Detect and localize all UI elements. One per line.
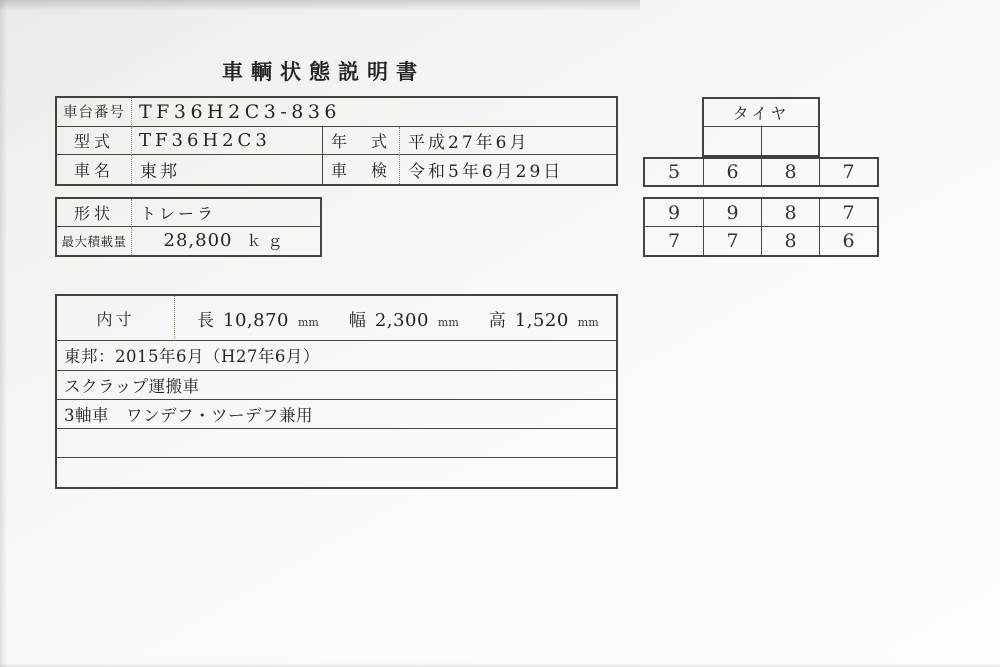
note-row-maker-year: 東邦：2015年6月（H27年6月） xyxy=(57,341,616,371)
shape-value: トレーラ xyxy=(132,199,320,227)
vehicle-name-value: 東邦 xyxy=(140,161,180,182)
inner-dimensions-label: 内寸 xyxy=(57,296,175,341)
vehicle-name-label: 車名 xyxy=(57,155,132,184)
note-row-empty xyxy=(57,458,616,487)
vehicle-info-table xyxy=(55,96,618,186)
tire-table-rows2-3 xyxy=(643,197,879,257)
tire-value-cell: 7 xyxy=(819,199,877,227)
tire-header-label: タイヤ xyxy=(704,99,818,127)
tire-value-cell: 8 xyxy=(761,199,819,227)
width-value: 2,300 xyxy=(374,309,429,331)
scan-shadow-left xyxy=(0,0,7,667)
tire-value-cell: 7 xyxy=(819,159,877,185)
tire-value-cell: 9 xyxy=(645,199,703,227)
dimensions-notes-table xyxy=(55,294,618,489)
inspection-value: 令和5年6月29日 xyxy=(408,161,564,182)
height-label: 高 xyxy=(488,310,506,331)
width-dimension xyxy=(349,306,459,331)
shape-label: 形状 xyxy=(57,199,132,227)
tire-value-cell: 8 xyxy=(761,159,819,185)
tire-table-header xyxy=(702,97,820,157)
note-row-empty xyxy=(57,429,616,458)
document-title: 車輌状態説明書 xyxy=(222,59,425,84)
max-load-unit: ｋｇ xyxy=(246,232,289,251)
tire-value-cell: 5 xyxy=(667,161,681,183)
tire-value-cell: 8 xyxy=(761,227,819,255)
length-label: 長 xyxy=(197,310,214,331)
tire-empty-cell xyxy=(704,127,761,155)
tire-empty-cell xyxy=(761,127,818,155)
note-row-axle-config: 3軸車 ワンデフ・ツーデフ兼用 xyxy=(57,400,616,429)
inner-dimensions-values xyxy=(175,296,616,341)
tire-value-cell: 6 xyxy=(819,227,877,255)
height-value: 1,520 xyxy=(514,309,569,331)
chassis-number-label: 車台番号 xyxy=(57,98,132,127)
tire-value-cell: 7 xyxy=(703,227,761,255)
year-label: 年 式 xyxy=(322,127,400,156)
max-load-label: 最大積載量 xyxy=(57,227,132,256)
inspection-label: 車 検 xyxy=(322,155,400,184)
width-unit: mm xyxy=(437,315,459,329)
scan-shadow-top xyxy=(0,0,640,11)
tire-value-cell: 9 xyxy=(703,199,761,227)
length-value: 10,870 xyxy=(223,309,289,331)
note-row-body-type: スクラップ運搬車 xyxy=(57,371,616,401)
width-label: 幅 xyxy=(348,310,366,331)
max-load-value-cell xyxy=(132,227,320,256)
shape-capacity-table xyxy=(55,197,322,257)
scan-shadow-bottom xyxy=(0,663,1000,667)
model-value: TF36H2C3 xyxy=(132,127,322,156)
length-unit: mm xyxy=(297,315,319,329)
tire-value-cell: 6 xyxy=(703,159,761,185)
tire-value-cell: 7 xyxy=(667,230,681,252)
chassis-number-value: TF36H2C3-836 xyxy=(132,98,616,127)
tire-table-row1 xyxy=(643,157,879,187)
height-dimension xyxy=(489,306,599,331)
max-load-value: 28,800 xyxy=(163,230,233,252)
height-unit: mm xyxy=(577,315,599,329)
year-value: 平成27年6月 xyxy=(400,127,616,156)
model-label: 型式 xyxy=(57,127,132,156)
length-dimension xyxy=(197,306,319,331)
